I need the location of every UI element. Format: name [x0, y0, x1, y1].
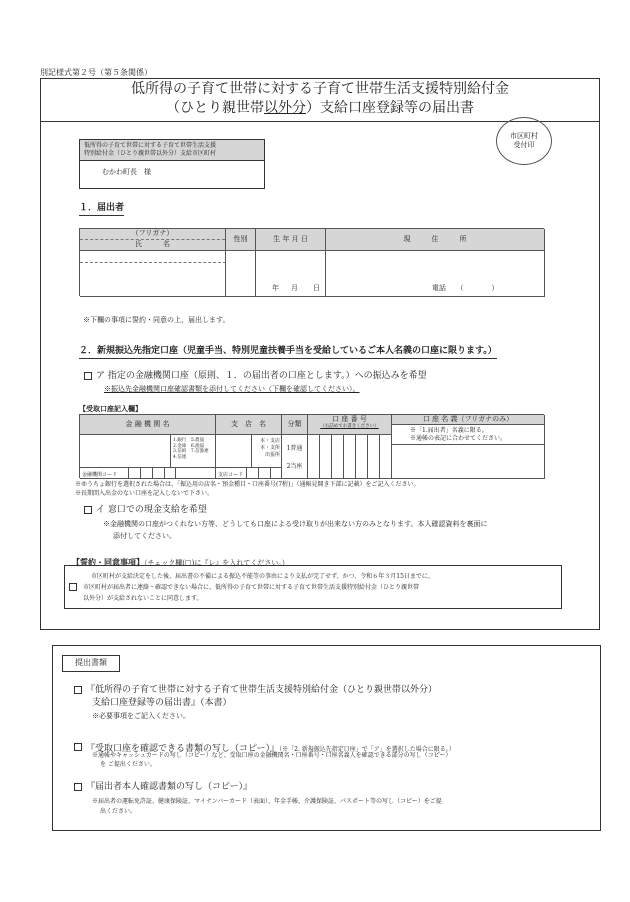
sex-header-cell: 性別	[226, 229, 256, 251]
option-a-label: ア 指定の金融機関口座（原則、１．の届出者の口座とします。）への振込みを希望	[96, 371, 427, 381]
applicant-table	[79, 228, 544, 296]
option-i-row	[84, 505, 207, 517]
reception-stamp-circle	[496, 117, 552, 165]
option-i-note-line2: 添付してください。	[113, 532, 176, 540]
pledge-heading: 【誓約・同意事項】	[72, 557, 144, 567]
name-input-cell[interactable]	[80, 263, 226, 297]
stamp-line2: 受付印	[513, 141, 535, 149]
account-table	[79, 414, 544, 478]
section2-heading: ２．新規振込先指定口座（児童手当、特別児童扶養手当を受給しているご本人名義の口座に限ります。）	[79, 346, 497, 359]
account-digit-4[interactable]	[344, 435, 356, 479]
address-header-cell: 現 住 所	[326, 229, 545, 251]
sex-input-cell[interactable]	[226, 251, 256, 297]
form-title-line1: 低所得の子育て世帯に対する子育て世帯生活支援特別給付金	[131, 81, 509, 97]
doc-item-3	[74, 782, 252, 794]
option-i-checkbox[interactable]	[84, 506, 92, 514]
yucho-note: ※ゆうちょ銀行を選択された場合は、「振込用の店名・預金種目・口座番号(7桁)」（通帳見開き下部に記載）をご記入ください。	[75, 481, 420, 488]
stamp-line1: 市区町村	[510, 131, 538, 140]
branch-input-cell[interactable]	[216, 435, 282, 479]
doc-item-3-note-line2: 出ください。	[100, 808, 137, 815]
doc-item-1	[74, 685, 437, 697]
holder-notes: ※「1.届出者」名義に限る。 ※通帳の表記に合わせてください。	[392, 425, 545, 445]
account-digit-2[interactable]	[320, 435, 332, 479]
doc-item-2-condition: （※「2. 新規振込先指定口座」で「ア」を選択した場合に限る。）	[279, 746, 455, 753]
holder-header-cell: 口 座 名 義（フリガナのみ）	[392, 415, 545, 425]
account-digit-6[interactable]	[368, 435, 380, 479]
birth-header-cell: 生 年 月 日	[256, 229, 326, 251]
docs-heading: 提出書類	[62, 655, 120, 672]
consent-note: ※下欄の事項に誓約・同意の上、届出します。	[83, 316, 230, 324]
doc-item-3-note-line1: ※届出者の運転免許証、健康保険証、マイナンバーカード（表面）、年金手帳、介護保険証、パスポート等の写し（コピー）をご提	[92, 798, 442, 805]
form-title-line2: （ひとり親世帯以外分）支給口座登録等の届出書	[166, 100, 474, 116]
doc-item-1-line2: 支給口座登録等の届出書』（本書）	[92, 698, 232, 708]
option-a-checkbox[interactable]	[84, 372, 92, 380]
option-i-note-line1: ※金融機関の口座がつくれない方等、どうしても口座による受け取りが出来ない方のみとなります。本人確認資料を裏面に	[103, 520, 488, 528]
account-digit-3[interactable]	[332, 435, 344, 479]
bank-type-options: 1.銀行 5.農協 2.金庫 6.漁協 3.信組 7.信漁連 4.信連	[173, 437, 209, 460]
doc-item-1-checkbox[interactable]	[74, 686, 82, 694]
pledge-hint: （チェック欄(□)に『レ』を入れてください。）	[144, 559, 289, 567]
option-a-note: ※振込先金融機関口座確認書類を添付してください（下欄を確認してください）。	[104, 385, 360, 393]
pledge-checkbox[interactable]	[69, 583, 77, 591]
pledge-line1: 市区町村が支給決定をした後、届出書の不備による振込不能等の事由により支払が完了せず、かつ、令和６年３月15日までに、	[91, 573, 434, 580]
branch-type-options: 本・支店 本・支所 出張所	[259, 438, 280, 458]
pledge-box	[64, 565, 562, 609]
pledge-line3: 以外分）が支給されないことに同意します。	[83, 595, 203, 602]
bank-code-label: 金融機関コード	[82, 472, 118, 478]
form-title	[41, 80, 599, 122]
address-input-cell[interactable]	[326, 251, 545, 297]
doc-item-2-main: 『受取口座を確認できる書類の写し（コピー）』	[86, 744, 280, 754]
option-a-row	[84, 371, 427, 383]
branch-code-label: 支店コード	[218, 472, 244, 478]
doc-item-2-checkbox[interactable]	[74, 743, 82, 751]
section1-heading: １．届出者	[79, 203, 124, 216]
doc-item-2-note-line1: ※通帳やキャッシュカードの写し（コピー）など、受取口座の金融機関名・口座番号・口座名義人を確認できる部分の写し（コピー）	[92, 752, 452, 759]
bank-input-cell[interactable]	[80, 435, 216, 479]
doc-item-3-main: 『届出者本人確認書類の写し（コピー）』	[86, 782, 253, 792]
holder-input-cell[interactable]	[392, 445, 545, 479]
bank-header-cell: 金 融 機 関 名	[80, 415, 216, 435]
name-header-cell: （フリガナ） 氏 名	[80, 229, 226, 251]
recipient-mayor: むかわ町長 様	[102, 168, 151, 176]
phone-label: 電話 （ ）	[432, 283, 499, 292]
type-header-cell: 分類	[282, 415, 308, 435]
account-digit-1[interactable]	[308, 435, 320, 479]
doc-item-3-checkbox[interactable]	[74, 783, 82, 791]
doc-item-1-line1: 『低所得の子育て世帯に対する子育て世帯生活支援特別給付金（ひとり親世帯以外分）	[86, 685, 438, 695]
doc-item-2-note-line2: を ご提出ください。	[100, 761, 156, 768]
account-number-header-cell: 口 座 番 号 （右詰めでお書きください）	[308, 415, 392, 435]
account-type-option-2: 2当座	[286, 462, 303, 470]
longterm-note: ※長期間入出金のない口座を記入しないで下さい。	[75, 490, 214, 497]
doc-item-1-note: ※必要事項をご記入ください。	[92, 712, 190, 720]
account-digit-5[interactable]	[356, 435, 368, 479]
pledge-line2: 市区町村が届出者に連絡・確認できない場合に、低所得の子育て世帯に対する子育て世帯生活支援特別給付金（ひとり親世帯	[83, 584, 420, 591]
recipient-header: 低所得の子育て世帯に対する子育て世帯生活支援 特別給付金（ひとり親世帯以外分）支給市区町村	[80, 140, 264, 161]
account-section-label: 【受取口座記入欄】	[79, 404, 142, 413]
account-digit-7[interactable]	[380, 435, 392, 479]
account-type-option-1: 1普通	[286, 445, 303, 452]
form-label: 別記様式第２号（第５条関係）	[40, 68, 152, 77]
account-type-cell[interactable]	[282, 435, 308, 479]
option-i-label: イ 窓口での現金支給を希望	[96, 505, 207, 515]
branch-header-cell: 支 店 名	[216, 415, 282, 435]
birth-input-cell[interactable]: 年 月 日	[256, 251, 326, 297]
recipient-box	[79, 139, 265, 189]
furigana-input-cell[interactable]	[80, 251, 226, 263]
